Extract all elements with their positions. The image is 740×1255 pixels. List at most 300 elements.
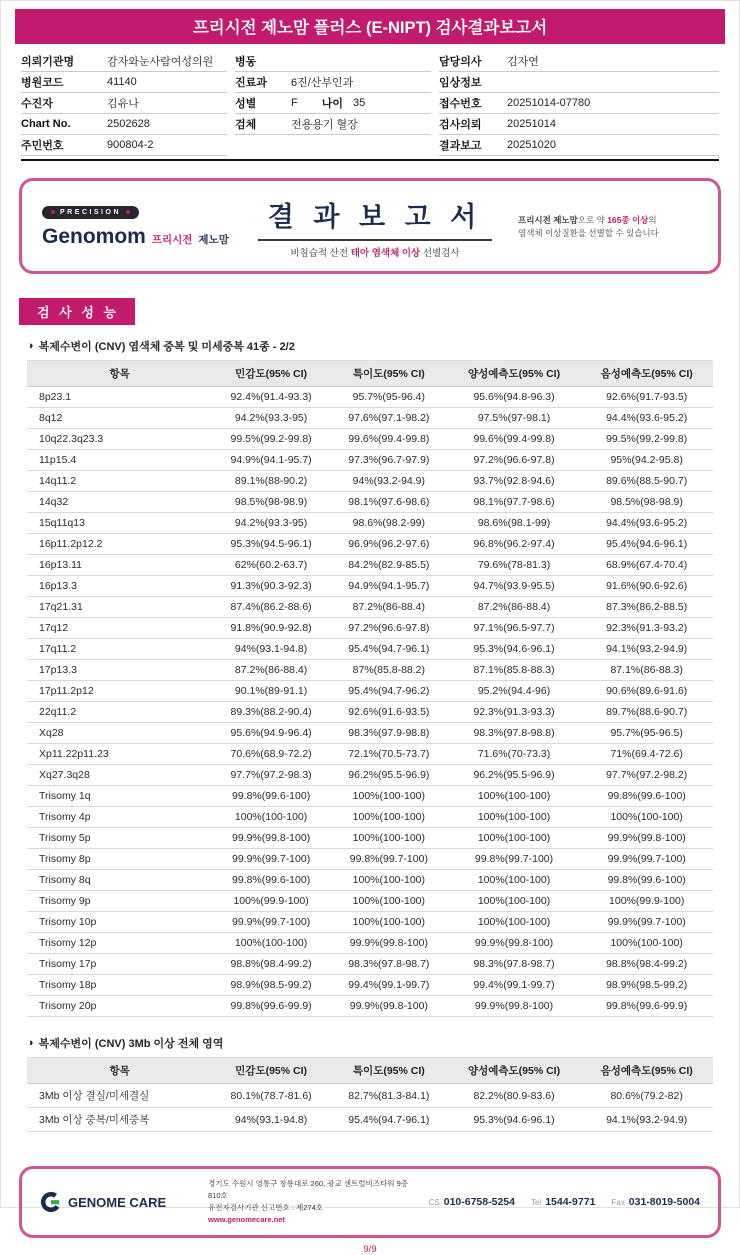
- contact-item: [611, 1196, 700, 1208]
- cell-value: 95.6%(94.9-96.4): [212, 723, 330, 744]
- cell-value: 79.6%(78-81.3): [448, 555, 581, 576]
- column-header: 항목: [27, 361, 212, 387]
- table-row: [27, 471, 713, 492]
- table-row: [27, 660, 713, 681]
- cell-value: 97.6%(97.1-98.2): [330, 408, 448, 429]
- patient-info-middle-column: [235, 51, 431, 156]
- page-number: 9/9: [363, 1244, 377, 1255]
- cell-value: 99.8%(99.6-100): [580, 870, 713, 891]
- table-row: [27, 408, 713, 429]
- cell-value: 89.6%(88.5-90.7): [580, 471, 713, 492]
- cell-value: 87.1%(86-88.3): [580, 660, 713, 681]
- report-title: 결 과 보 고 서: [267, 202, 483, 232]
- note-brand: 프리시전 제노맘: [518, 214, 578, 225]
- contact-value: 010-6758-5254: [443, 1196, 515, 1208]
- cell-value: 98.5%(98-98.9): [580, 492, 713, 513]
- title-divider: [258, 239, 492, 241]
- cell-value: 92.3%(91.3-93.3): [448, 702, 581, 723]
- cell-value: 92.3%(91.3-93.2): [580, 618, 713, 639]
- column-header: 민감도(95% CI): [212, 1058, 330, 1084]
- table-row: [27, 597, 713, 618]
- cell-value: 100%(99.9-100): [212, 891, 330, 912]
- cell-value: 95.2%(94.4-96): [448, 681, 581, 702]
- cell-item-name: Trisomy 20p: [27, 996, 212, 1017]
- precision-badge: [42, 206, 139, 219]
- cell-item-name: 14q11.2: [27, 471, 212, 492]
- info-row: [21, 72, 227, 93]
- website-url: www.genomecare.net: [208, 1215, 285, 1224]
- subtitle-text: 비침습적 산전: [290, 248, 351, 259]
- report-title-bar: [15, 9, 725, 44]
- table-row: [27, 996, 713, 1017]
- table-header-row: [27, 1058, 713, 1084]
- cell-value: 71%(69.4-72.6): [580, 744, 713, 765]
- cell-value: 97.7%(97.2-98.3): [212, 765, 330, 786]
- cell-value: 100%(100-100): [580, 807, 713, 828]
- cell-item-name: Xq27.3q28: [27, 765, 212, 786]
- table-row: [27, 723, 713, 744]
- contact-item: [531, 1196, 595, 1208]
- cell-value: 100%(100-100): [448, 807, 581, 828]
- cell-value: 94.7%(93.9-95.5): [448, 576, 581, 597]
- field-value: 20251020: [507, 139, 556, 151]
- field-label: 나이: [321, 98, 343, 110]
- cell-item-name: 8p23.1: [27, 387, 212, 408]
- cell-value: 99.8%(99.7-100): [330, 849, 448, 870]
- cell-item-name: 16p13.11: [27, 555, 212, 576]
- cell-value: 97.2%(96.6-97.8): [330, 618, 448, 639]
- cell-item-name: 15q11q13: [27, 513, 212, 534]
- note-text: 의: [648, 214, 657, 225]
- cell-item-name: Xq28: [27, 723, 212, 744]
- note-text: 으로 약: [577, 214, 608, 225]
- cell-value: 100%(100-100): [212, 933, 330, 954]
- patient-info-left-column: [21, 51, 227, 156]
- half-filled-circle-icon: ◑: [27, 1037, 34, 1049]
- cell-value: 99.8%(99.6-100): [580, 786, 713, 807]
- field-label: 검사의뢰: [439, 119, 482, 131]
- section-header-performance: [19, 298, 721, 325]
- cell-value: 87.1%(85.8-88.3): [448, 660, 581, 681]
- cell-value: 95.4%(94.7-96.1): [330, 1108, 448, 1132]
- info-row: [21, 135, 227, 156]
- table-row: [27, 387, 713, 408]
- field-label: 담당의사: [439, 56, 482, 68]
- cell-value: 99.8%(99.6-100): [212, 870, 330, 891]
- field-label: 병동: [235, 56, 257, 68]
- cell-value: 99.9%(99.7-100): [212, 849, 330, 870]
- column-header: 양성예측도(95% CI): [448, 361, 581, 387]
- cell-value: 95.3%(94.6-96.1): [448, 639, 581, 660]
- cell-value: 94.4%(93.6-95.2): [580, 513, 713, 534]
- cell-value: 90.1%(89-91.1): [212, 681, 330, 702]
- cell-item-name: Xp11.22p11.23: [27, 744, 212, 765]
- cell-value: 98.9%(98.5-99.2): [212, 975, 330, 996]
- cell-value: 99.9%(99.8-100): [448, 933, 581, 954]
- cell-value: 82.2%(80.9-83.6): [448, 1084, 581, 1108]
- cell-value: 91.8%(90.9-92.8): [212, 618, 330, 639]
- cell-value: 95%(94.2-95.8): [580, 450, 713, 471]
- field-label: 접수번호: [439, 98, 482, 110]
- cell-value: 97.3%(96.7-97.9): [330, 450, 448, 471]
- info-row: [235, 51, 431, 72]
- cell-item-name: Trisomy 17p: [27, 954, 212, 975]
- genomecare-logo-icon: [40, 1191, 62, 1213]
- cell-value: 94.1%(93.2-94.9): [580, 1108, 713, 1132]
- field-label: 수진자: [21, 98, 53, 110]
- cell-value: 98.3%(97.8-98.7): [448, 954, 581, 975]
- cell-value: 89.7%(88.6-90.7): [580, 702, 713, 723]
- cell-value: 99.6%(99.4-99.8): [330, 429, 448, 450]
- cell-value: 87.4%(86.2-88.6): [212, 597, 330, 618]
- table-row: [27, 807, 713, 828]
- cell-value: 95.4%(94.6-96.1): [580, 534, 713, 555]
- registration-line: 유전자검사기관 신고번호 : 제274호: [208, 1203, 324, 1212]
- cell-value: 93.7%(92.8-94.6): [448, 471, 581, 492]
- cell-value: 97.5%(97-98.1): [448, 408, 581, 429]
- info-row: [439, 114, 719, 135]
- field-value: 20251014-07780: [507, 97, 591, 109]
- table-row: [27, 975, 713, 996]
- cell-item-name: Trisomy 10p: [27, 912, 212, 933]
- cell-item-name: 10q22.3q23.3: [27, 429, 212, 450]
- cell-value: 96.9%(96.2-97.6): [330, 534, 448, 555]
- cell-value: 98.1%(97.6-98.6): [330, 492, 448, 513]
- table-row: [27, 639, 713, 660]
- column-header: 양성예측도(95% CI): [448, 1058, 581, 1084]
- cell-value: 92.6%(91.7-93.5): [580, 387, 713, 408]
- report-title-block: [232, 195, 518, 259]
- info-row: [235, 114, 431, 135]
- contact-label: Fax: [611, 1198, 625, 1207]
- cell-value: 100%(99.9-100): [580, 891, 713, 912]
- field-label: 주민번호: [21, 140, 64, 152]
- brand-name-ko-precision: 프리시전: [151, 233, 193, 246]
- cell-item-name: 11p15.4: [27, 450, 212, 471]
- cell-item-name: 17q12: [27, 618, 212, 639]
- cell-item-name: Trisomy 1q: [27, 786, 212, 807]
- cell-value: 100%(100-100): [448, 786, 581, 807]
- field-label: 병원코드: [21, 77, 64, 89]
- cell-value: 98.5%(98-98.9): [212, 492, 330, 513]
- cell-value: 100%(100-100): [330, 912, 448, 933]
- table-row: [27, 744, 713, 765]
- note-line-2: 염색체 이상질환을 선별할 수 있습니다: [518, 228, 659, 238]
- report-header-box: [19, 178, 721, 274]
- field-label: 임상정보: [439, 77, 482, 89]
- cell-value: 95.3%(94.5-96.1): [212, 534, 330, 555]
- table-row: [27, 555, 713, 576]
- cell-item-name: 3Mb 이상 결실/미세결실: [27, 1084, 212, 1108]
- cnv-3mb-caption: [27, 1035, 713, 1051]
- cell-value: 99.9%(99.8-100): [212, 828, 330, 849]
- cell-item-name: Trisomy 12p: [27, 933, 212, 954]
- field-value: 6진/산부인과: [291, 77, 354, 89]
- cell-value: 92.6%(91.6-93.5): [330, 702, 448, 723]
- cell-value: 98.3%(97.9-98.8): [330, 723, 448, 744]
- cell-value: 99.5%(99.2-99.8): [212, 429, 330, 450]
- cell-item-name: Trisomy 8p: [27, 849, 212, 870]
- subtitle-highlight: 태아 염색체 이상: [350, 248, 421, 259]
- column-header: 특이도(95% CI): [330, 1058, 448, 1084]
- column-header: 민감도(95% CI): [212, 361, 330, 387]
- cell-value: 94.4%(93.6-95.2): [580, 408, 713, 429]
- cnv-duplication-caption: [27, 338, 713, 354]
- table-row: [27, 618, 713, 639]
- cell-value: 96.2%(95.5-96.9): [448, 765, 581, 786]
- table-row: [27, 870, 713, 891]
- cnv-duplication-table: [27, 360, 713, 1017]
- field-label: 결과보고: [439, 140, 482, 152]
- contact-value: 031-8019-5004: [628, 1196, 700, 1208]
- info-row: [235, 93, 431, 114]
- field-value: F: [291, 97, 298, 109]
- info-row: [21, 114, 227, 135]
- patient-info-right-column: [439, 51, 719, 156]
- table-row: [27, 534, 713, 555]
- footer: [19, 1166, 721, 1238]
- cell-value: 99.9%(99.7-100): [580, 849, 713, 870]
- cell-value: 99.8%(99.6-100): [212, 786, 330, 807]
- patient-info-section: [21, 51, 719, 161]
- table-row: [27, 681, 713, 702]
- cell-value: 99.4%(99.1-99.7): [330, 975, 448, 996]
- info-row: [21, 93, 227, 114]
- section-header-label: 검 사 성 능: [19, 298, 135, 325]
- cell-value: 100%(100-100): [212, 807, 330, 828]
- caption-text: 복제수변이 (CNV) 염색체 중복 및 미세중복 41종 - 2/2: [38, 341, 295, 353]
- cell-value: 90.6%(89.6-91.6): [580, 681, 713, 702]
- cell-value: 91.3%(90.3-92.3): [212, 576, 330, 597]
- genomom-logo: [42, 206, 232, 249]
- table-row: [27, 912, 713, 933]
- cell-value: 98.8%(98.4-99.2): [212, 954, 330, 975]
- cell-value: 95.4%(94.7-96.1): [330, 639, 448, 660]
- cell-value: 98.1%(97.7-98.6): [448, 492, 581, 513]
- cell-value: 99.9%(99.7-100): [212, 912, 330, 933]
- table-row: [27, 450, 713, 471]
- field-label: Chart No.: [21, 118, 71, 130]
- precision-badge-label: PRECISION: [60, 208, 122, 216]
- cell-value: 72.1%(70.5-73.7): [330, 744, 448, 765]
- cell-value: 98.9%(98.5-99.2): [580, 975, 713, 996]
- info-row: [439, 51, 719, 72]
- info-row: [235, 72, 431, 93]
- table-row: [27, 513, 713, 534]
- field-value: 전용용기 혈장: [291, 119, 358, 131]
- table-row: [27, 702, 713, 723]
- cell-item-name: 17p13.3: [27, 660, 212, 681]
- cell-value: 80.6%(79.2-82): [580, 1084, 713, 1108]
- info-row: [439, 72, 719, 93]
- brand-name-ko-genomom: 제노맘: [198, 233, 229, 246]
- cell-item-name: 16p11.2p12.2: [27, 534, 212, 555]
- table-header-row: [27, 361, 713, 387]
- cell-value: 100%(100-100): [448, 891, 581, 912]
- cell-value: 99.9%(99.8-100): [448, 996, 581, 1017]
- column-header: 음성예측도(95% CI): [580, 361, 713, 387]
- cell-value: 99.5%(99.2-99.8): [580, 429, 713, 450]
- cell-value: 84.2%(82.9-85.5): [330, 555, 448, 576]
- cell-value: 99.4%(99.1-99.7): [448, 975, 581, 996]
- cell-value: 68.9%(67.4-70.4): [580, 555, 713, 576]
- cell-value: 94%(93.1-94.8): [212, 1108, 330, 1132]
- cell-value: 97.1%(96.5-97.7): [448, 618, 581, 639]
- table-row: [27, 891, 713, 912]
- cell-value: 94.9%(94.1-95.7): [212, 450, 330, 471]
- cell-item-name: 22q11.2: [27, 702, 212, 723]
- badge-dot-icon: [51, 210, 55, 214]
- cell-item-name: Trisomy 4p: [27, 807, 212, 828]
- cell-value: 94.2%(93.3-95): [212, 408, 330, 429]
- cell-value: 99.9%(99.7-100): [580, 912, 713, 933]
- cell-item-name: 3Mb 이상 중복/미세중복: [27, 1108, 212, 1132]
- genomecare-logo: [40, 1191, 190, 1213]
- cell-value: 87.2%(86-88.4): [212, 660, 330, 681]
- cell-value: 99.9%(99.8-100): [330, 996, 448, 1017]
- cell-value: 100%(100-100): [330, 870, 448, 891]
- field-label: 성별: [235, 98, 257, 110]
- report-note: [518, 214, 698, 240]
- cell-value: 100%(100-100): [580, 933, 713, 954]
- address-line: 경기도 수원시 영통구 창룡대로 260, 광교 센트럴비즈타워 9층 810호: [208, 1179, 408, 1200]
- cell-item-name: Trisomy 18p: [27, 975, 212, 996]
- cell-value: 95.6%(94.8-96.3): [448, 387, 581, 408]
- cell-value: 92.4%(91.4-93.3): [212, 387, 330, 408]
- cell-item-name: 17q11.2: [27, 639, 212, 660]
- field-label: 검체: [235, 119, 257, 131]
- cell-value: 95.3%(94.6-96.1): [448, 1108, 581, 1132]
- cell-value: 89.1%(88-90.2): [212, 471, 330, 492]
- info-row: [439, 135, 719, 156]
- cell-value: 100%(100-100): [330, 891, 448, 912]
- cell-value: 94%(93.1-94.8): [212, 639, 330, 660]
- cell-value: 99.8%(99.6-99.9): [580, 996, 713, 1017]
- cell-value: 91.6%(90.6-92.6): [580, 576, 713, 597]
- brand-name-en: Genomom: [42, 224, 146, 248]
- cell-value: 97.2%(96.6-97.8): [448, 450, 581, 471]
- cell-value: 89.3%(88.2-90.4): [212, 702, 330, 723]
- field-value: 김자연: [507, 56, 539, 68]
- cell-item-name: 17p11.2p12: [27, 681, 212, 702]
- cell-value: 97.7%(97.2-98.2): [580, 765, 713, 786]
- cell-value: 99.8%(99.6-99.9): [212, 996, 330, 1017]
- cell-value: 98.6%(98.2-99): [330, 513, 448, 534]
- field-label: 의뢰기관명: [21, 56, 75, 68]
- report-subtitle: [238, 245, 512, 259]
- contact-label: CS: [428, 1198, 440, 1207]
- cell-item-name: Trisomy 5p: [27, 828, 212, 849]
- cell-value: 96.2%(95.5-96.9): [330, 765, 448, 786]
- column-header: 항목: [27, 1058, 212, 1084]
- cell-value: 100%(100-100): [448, 828, 581, 849]
- genomecare-logo-text: GENOME CARE: [68, 1194, 167, 1210]
- contact-item: [429, 1196, 515, 1208]
- cell-value: 99.6%(99.4-99.8): [448, 429, 581, 450]
- table-row: [27, 576, 713, 597]
- info-row: [439, 93, 719, 114]
- page-title: 프리시전 제노맘 플러스 (E-NIPT) 검사결과보고서: [192, 19, 548, 37]
- cell-value: 96.8%(96.2-97.4): [448, 534, 581, 555]
- cell-value: 94%(93.2-94.9): [330, 471, 448, 492]
- table-row: [27, 429, 713, 450]
- cell-value: 99.9%(99.8-100): [330, 933, 448, 954]
- field-value: 20251014: [507, 118, 556, 130]
- badge-dot-icon: [126, 210, 130, 214]
- table-row: [27, 828, 713, 849]
- field-value: 41140: [107, 76, 137, 88]
- cell-value: 98.3%(97.8-98.7): [330, 954, 448, 975]
- cell-value: 87.2%(86-88.4): [448, 597, 581, 618]
- table-row: [27, 933, 713, 954]
- column-header: 특이도(95% CI): [330, 361, 448, 387]
- cell-value: 94.1%(93.2-94.9): [580, 639, 713, 660]
- field-value: 2502628: [107, 118, 150, 130]
- cell-item-name: Trisomy 9p: [27, 891, 212, 912]
- cell-value: 94.9%(94.1-95.7): [330, 576, 448, 597]
- note-highlight: 165종 이상: [607, 214, 649, 225]
- table-row: [27, 786, 713, 807]
- cell-value: 98.6%(98.1-99): [448, 513, 581, 534]
- table-row: [27, 765, 713, 786]
- cell-value: 82.7%(81.3-84.1): [330, 1084, 448, 1108]
- cell-value: 98.3%(97.8-98.8): [448, 723, 581, 744]
- cell-value: 70.6%(68.9-72.2): [212, 744, 330, 765]
- table-row: [27, 849, 713, 870]
- cell-item-name: 8q12: [27, 408, 212, 429]
- cell-value: 95.4%(94.7-96.2): [330, 681, 448, 702]
- column-header: 음성예측도(95% CI): [580, 1058, 713, 1084]
- cell-value: 99.9%(99.8-100): [580, 828, 713, 849]
- cell-value: 100%(100-100): [448, 870, 581, 891]
- cell-value: 100%(100-100): [448, 912, 581, 933]
- cnv-3mb-table: [27, 1057, 713, 1132]
- half-filled-circle-icon: ◑: [27, 340, 34, 352]
- cell-value: 71.6%(70-73.3): [448, 744, 581, 765]
- field-value: 35: [353, 97, 366, 109]
- brand-line: [42, 225, 229, 249]
- field-value: 900804-2: [107, 139, 154, 151]
- cell-value: 98.8%(98.4-99.2): [580, 954, 713, 975]
- subtitle-text: 선별검사: [420, 248, 460, 259]
- cell-value: 100%(100-100): [330, 786, 448, 807]
- caption-text: 복제수변이 (CNV) 3Mb 이상 전체 영역: [38, 1038, 224, 1050]
- table-row: [27, 1108, 713, 1132]
- table-row: [27, 1084, 713, 1108]
- table-row: [27, 954, 713, 975]
- cell-value: 94.2%(93.3-95): [212, 513, 330, 534]
- table-row: [27, 492, 713, 513]
- field-value: 김유나: [107, 98, 139, 110]
- cell-value: 99.8%(99.7-100): [448, 849, 581, 870]
- cell-value: 87.2%(86-88.4): [330, 597, 448, 618]
- cell-item-name: 14q32: [27, 492, 212, 513]
- cell-value: 87%(85.8-88.2): [330, 660, 448, 681]
- cell-item-name: Trisomy 8q: [27, 870, 212, 891]
- cell-value: 80.1%(78.7-81.6): [212, 1084, 330, 1108]
- note-line-1: [518, 214, 698, 227]
- cell-value: 62%(60.2-63.7): [212, 555, 330, 576]
- field-value: 감자와눈사람여성의원: [107, 56, 214, 68]
- info-row: [21, 51, 227, 72]
- contact-label: Tel: [530, 1198, 542, 1207]
- cell-item-name: 16p13.3: [27, 576, 212, 597]
- cell-value: 95.7%(95-96.4): [330, 387, 448, 408]
- cell-value: 100%(100-100): [330, 807, 448, 828]
- cell-value: 87.3%(86.2-88.5): [580, 597, 713, 618]
- footer-address: [208, 1178, 411, 1226]
- contact-value: 1544-9771: [545, 1196, 596, 1208]
